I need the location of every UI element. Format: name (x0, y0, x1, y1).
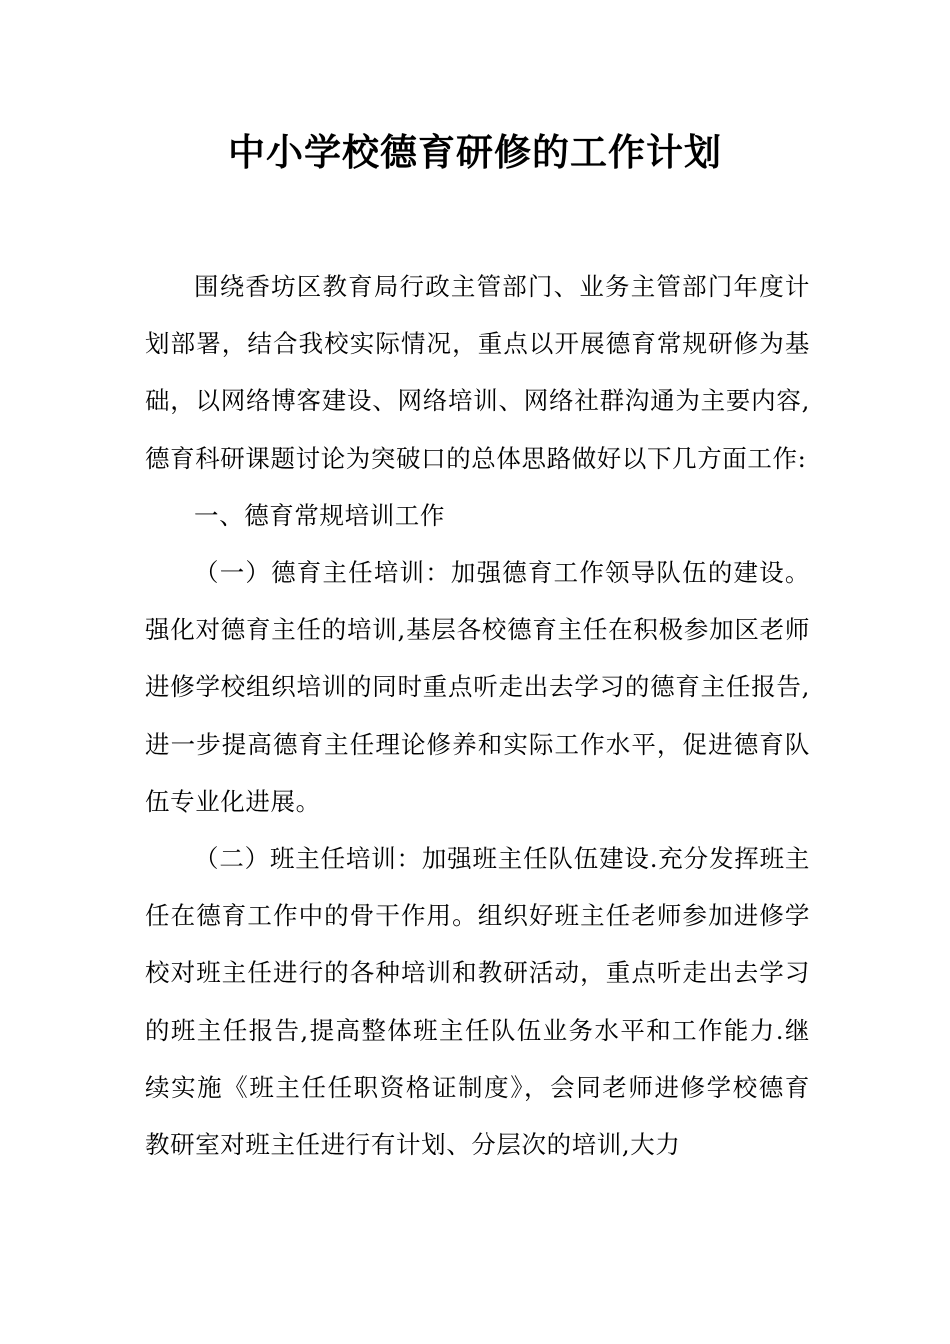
paragraph-teacher-training: （二）班主任培训：加强班主任队伍建设.充分发挥班主任在德育工作中的骨干作用。组织好班主任老师参加进修学校对班主任进行的各种培训和教研活动，重点听走出去学习的班主任报告,提高整体班主任队伍业务水平和工作能力.继续实施《班主任任职资格证制度》，会同老师进修学校德育教研室对班主任进行有计划、分层次的培训,大力 (145, 844, 810, 1160)
section-heading-1: 一、德育常规培训工作 (194, 500, 445, 530)
document-body (145, 258, 810, 1173)
paragraph-intro: 围绕香坊区教育局行政主管部门、业务主管部门年度计划部署，结合我校实际情况，重点以开展德育常规研修为基础，以网络博客建设、网络培训、网络社群沟通为主要内容,德育科研课题讨论为突破口的总体思路做好以下几方面工作: (145, 272, 810, 473)
document-title: 中小学校德育研修的工作计划 (228, 130, 722, 174)
paragraph-director-training: （一）德育主任培训：加强德育工作领导队伍的建设。强化对德育主任的培训,基层各校德育主任在积极参加区老师进修学校组织培训的同时重点听走出去学习的德育主任报告,进一步提高德育主任理论修养和实际工作水平，促进德育队伍专业化进展。 (145, 558, 810, 816)
